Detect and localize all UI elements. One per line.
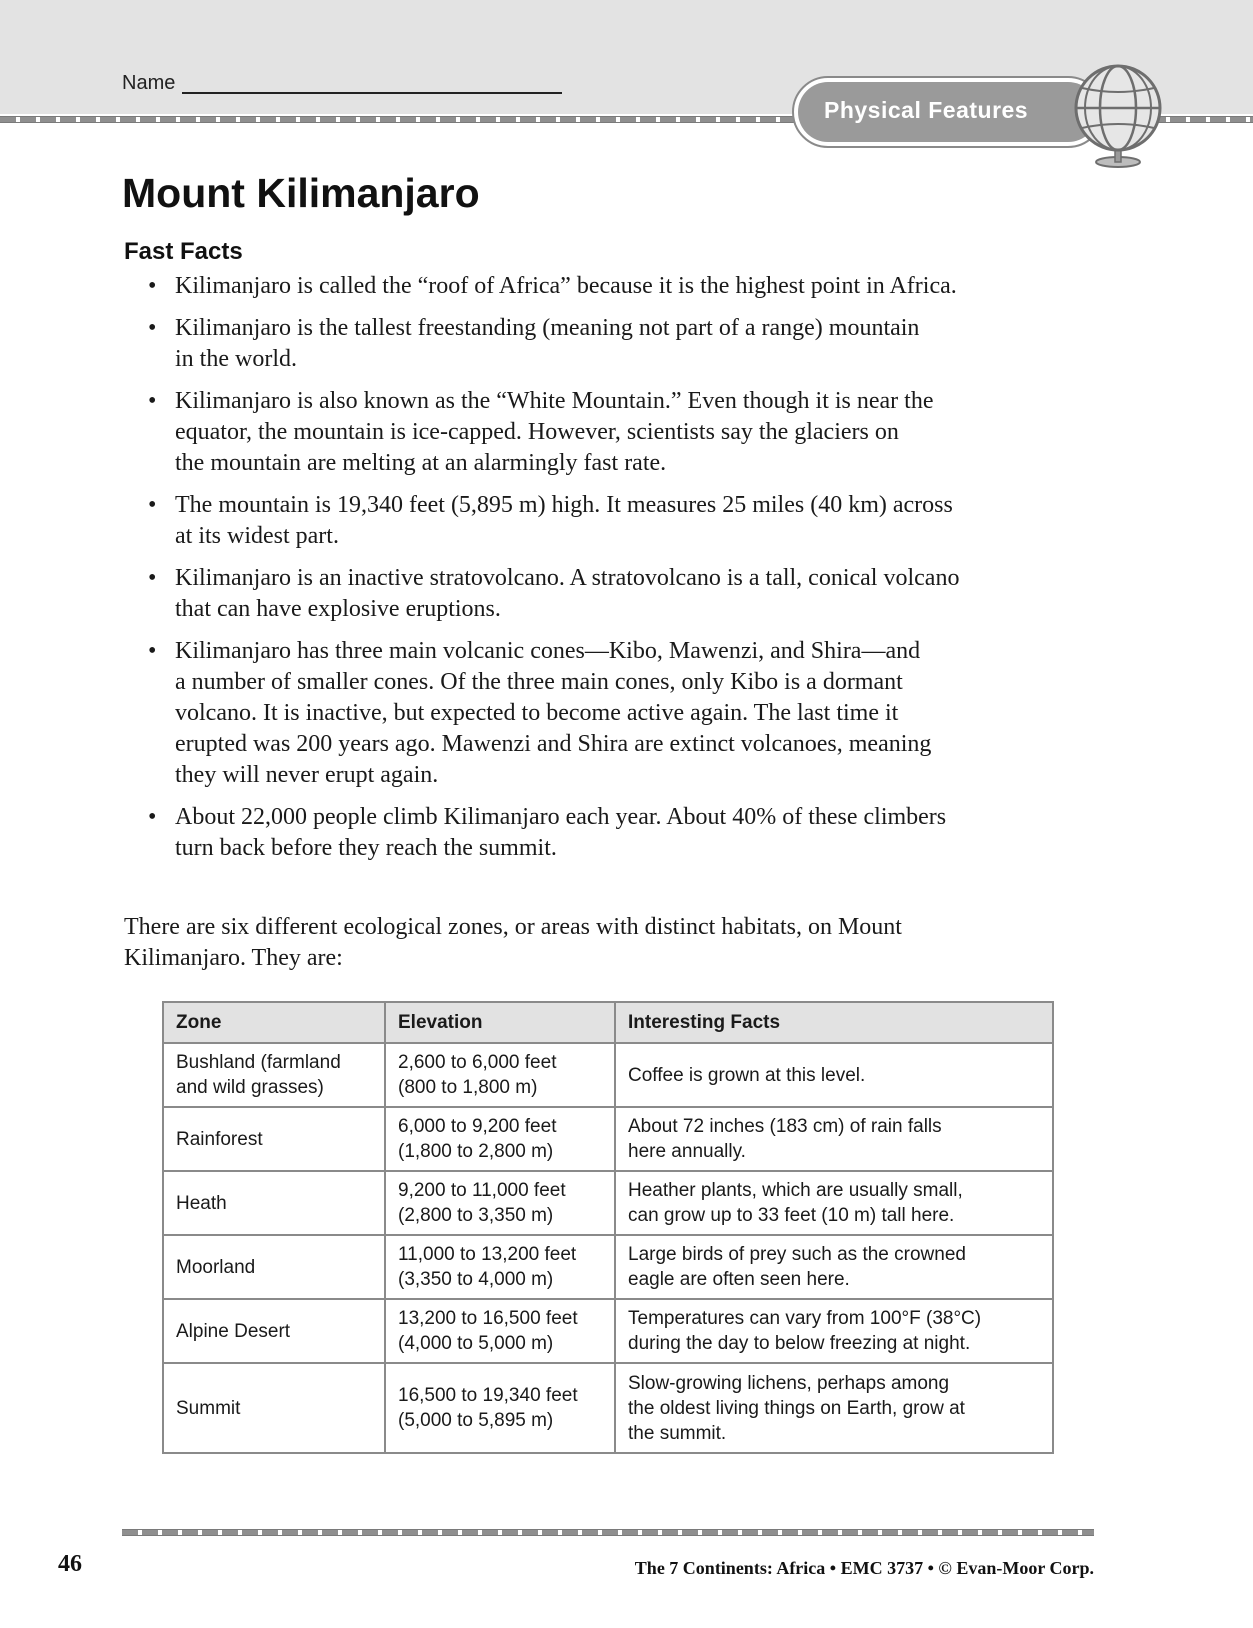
fact-line: Kilimanjaro has three main volcanic cones—Kibo, Mawenzi, and Shira—and: [175, 638, 921, 664]
cell-line: during the day to below freezing at night.: [628, 1333, 971, 1354]
name-write-line: [182, 92, 562, 94]
cell-line: 13,200 to 16,500 feet: [398, 1308, 578, 1329]
cell-line: 2,600 to 6,000 feet: [398, 1052, 557, 1073]
fact-line: Kilimanjaro is the tallest freestanding (meaning not part of a range) mountain: [175, 315, 920, 341]
fact-item: [148, 802, 1078, 864]
fact-line: the mountain are melting at an alarmingly fast rate.: [175, 450, 667, 476]
elevation-cell: [385, 1043, 615, 1107]
cell-line: 11,000 to 13,200 feet: [398, 1244, 577, 1265]
cell-line: Summit: [176, 1397, 241, 1419]
fact-line: in the world.: [175, 346, 297, 372]
facts-cell: [615, 1107, 1053, 1171]
fact-line: erupted was 200 years ago. Mawenzi and Shira are extinct volcanoes, meaning: [175, 731, 932, 757]
zone-cell: [163, 1107, 385, 1171]
ecological-zones-table: [162, 1001, 1054, 1454]
zone-cell: [163, 1363, 385, 1453]
cell-line: Moorland: [176, 1256, 256, 1278]
bullet-icon: •: [148, 273, 157, 299]
facts-cell: [615, 1363, 1053, 1453]
cell-line: 16,500 to 19,340 feet: [398, 1385, 578, 1406]
bullet-icon: •: [148, 388, 157, 414]
fact-item: [148, 490, 1078, 552]
facts-cell: [615, 1235, 1053, 1299]
fact-item: [148, 386, 1078, 479]
fact-line: a number of smaller cones. Of the three main cones, only Kibo is a dormant: [175, 669, 903, 695]
fact-line: Kilimanjaro is an inactive stratovolcano. A stratovolcano is a tall, conical volcano: [175, 565, 960, 591]
fact-line: Kilimanjaro is called the “roof of Africa” because it is the highest point in Africa.: [175, 273, 957, 299]
cell-line: (800 to 1,800 m): [398, 1077, 538, 1098]
facts-cell: [615, 1299, 1053, 1363]
elevation-cell: [385, 1299, 615, 1363]
cell-line: Rainforest: [176, 1128, 263, 1150]
zone-cell: [163, 1043, 385, 1107]
footer-credit: The 7 Continents: Africa • EMC 3737 • © Evan-Moor Corp.: [634, 1558, 1094, 1578]
cell-line: Alpine Desert: [176, 1320, 291, 1342]
column-header-interesting-facts: Interesting Facts: [615, 1002, 1053, 1043]
cell-line: Coffee is grown at this level.: [628, 1064, 866, 1086]
bullet-icon: •: [148, 565, 157, 591]
cell-line: Temperatures can vary from 100°F (38°C): [628, 1308, 982, 1329]
cell-line: the summit.: [628, 1422, 727, 1444]
fact-line: turn back before they reach the summit.: [175, 835, 557, 861]
cell-line: eagle are often seen here.: [628, 1269, 850, 1290]
cell-line: (3,350 to 4,000 m): [398, 1269, 554, 1290]
globe-icon: [1068, 62, 1168, 170]
zone-cell: [163, 1171, 385, 1235]
elevation-cell: [385, 1171, 615, 1235]
table-row: [163, 1107, 1053, 1171]
fact-item: [148, 636, 1078, 791]
cell-line: (2,800 to 3,350 m): [398, 1205, 554, 1226]
cell-line: (5,000 to 5,895 m): [398, 1410, 554, 1431]
column-header-zone: Zone: [163, 1002, 385, 1043]
cell-line: the oldest living things on Earth, grow at: [628, 1397, 965, 1419]
section-label: Physical Features: [824, 97, 1029, 123]
table-row: [163, 1235, 1053, 1299]
fact-line: at its widest part.: [175, 523, 339, 549]
table-row: [163, 1171, 1053, 1235]
cell-line: About 72 inches (183 cm) of rain falls: [628, 1116, 942, 1137]
facts-cell: [615, 1171, 1053, 1235]
fact-line: volcano. It is inactive, but expected to become active again. The last time it: [175, 700, 899, 726]
cell-line: 9,200 to 11,000 feet: [398, 1180, 566, 1201]
fact-line: The mountain is 19,340 feet (5,895 m) high. It measures 25 miles (40 km) across: [175, 492, 953, 518]
name-label: Name: [122, 72, 176, 94]
elevation-cell: [385, 1363, 615, 1453]
cell-line: 6,000 to 9,200 feet: [398, 1116, 557, 1137]
zone-cell: [163, 1235, 385, 1299]
zones-intro-paragraph: [124, 912, 1064, 974]
table-row: [163, 1363, 1053, 1453]
bullet-icon: •: [148, 492, 157, 518]
page-title: Mount Kilimanjaro: [122, 170, 480, 216]
fact-line: About 22,000 people climb Kilimanjaro each year. About 40% of these climbers: [175, 804, 947, 830]
cell-line: here annually.: [628, 1141, 746, 1162]
cell-line: (4,000 to 5,000 m): [398, 1333, 554, 1354]
fact-item: [148, 563, 1078, 625]
bullet-icon: •: [148, 315, 157, 341]
fact-item: [148, 313, 1078, 375]
intro-line: There are six different ecological zones, or areas with distinct habitats, on Mount: [124, 914, 902, 940]
cell-line: Bushland (farmland: [176, 1052, 341, 1073]
table-header-row: [163, 1002, 1053, 1043]
fast-facts-heading: Fast Facts: [124, 238, 243, 265]
bullet-icon: •: [148, 804, 157, 830]
fast-facts-list: [148, 271, 1078, 875]
facts-cell: [615, 1043, 1053, 1107]
header-dashed-rule-left: [0, 116, 800, 123]
page-number: 46: [58, 1551, 82, 1577]
fact-line: Kilimanjaro is also known as the “White Mountain.” Even though it is near the: [175, 388, 934, 414]
elevation-cell: [385, 1107, 615, 1171]
fact-line: they will never erupt again.: [175, 762, 439, 788]
cell-line: Large birds of prey such as the crowned: [628, 1244, 966, 1265]
cell-line: Heath: [176, 1192, 227, 1214]
elevation-cell: [385, 1235, 615, 1299]
fact-line: that can have explosive eruptions.: [175, 596, 501, 622]
cell-line: can grow up to 33 feet (10 m) tall here.: [628, 1205, 955, 1226]
bullet-icon: •: [148, 638, 157, 664]
intro-line: Kilimanjaro. They are:: [124, 945, 343, 971]
cell-line: (1,800 to 2,800 m): [398, 1141, 554, 1162]
zone-cell: [163, 1299, 385, 1363]
fact-line: equator, the mountain is ice-capped. However, scientists say the glaciers on: [175, 419, 899, 445]
cell-line: Slow-growing lichens, perhaps among: [628, 1372, 950, 1394]
cell-line: and wild grasses): [176, 1077, 324, 1098]
footer-dashed-rule: [122, 1529, 1094, 1536]
cell-line: Heather plants, which are usually small,: [628, 1180, 963, 1201]
column-header-elevation: Elevation: [385, 1002, 615, 1043]
table-row: [163, 1043, 1053, 1107]
table-row: [163, 1299, 1053, 1363]
fact-item: [148, 271, 1078, 302]
